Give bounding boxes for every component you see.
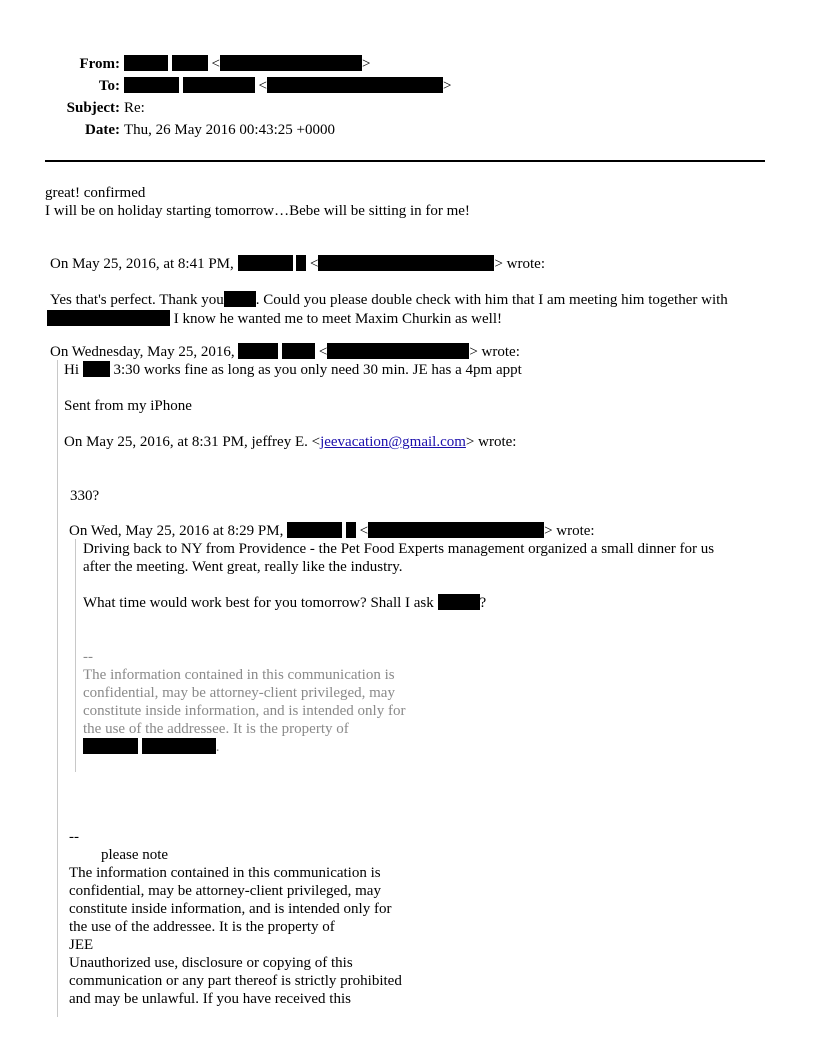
subject-value: Re:: [124, 100, 145, 116]
signature-line: confidential, may be attorney-client privileged, may: [83, 685, 395, 701]
body-line: 330?: [70, 488, 100, 504]
quote-bar: [57, 360, 58, 1017]
redaction: [224, 291, 256, 307]
redaction: [318, 255, 494, 271]
signature-dash: --: [83, 649, 93, 665]
signature-line: .: [83, 738, 220, 756]
signature-line: constitute inside information, and is intended only for: [83, 703, 406, 719]
redaction: [183, 77, 255, 93]
redaction: [296, 255, 306, 271]
quote-attribution: On Wed, May 25, 2016 at 8:29 PM, < > wrote:: [69, 523, 595, 539]
body-line: Sent from my iPhone: [64, 398, 192, 414]
signature-line: The information contained in this communication is: [83, 667, 395, 683]
signature-line: The information contained in this communication is: [69, 865, 381, 881]
body-line: Driving back to NY from Providence - the Pet Food Experts management organized a small dinner for us: [83, 541, 715, 557]
redaction: [47, 310, 170, 326]
from-label: From:: [79, 56, 120, 72]
quote-attribution: On May 25, 2016, at 8:31 PM, jeffrey E. <jeevacation@gmail.com> wrote:: [64, 434, 517, 450]
redaction: [287, 522, 342, 538]
from-value: < >: [124, 55, 370, 73]
signature-line: confidential, may be attorney-client privileged, may: [69, 883, 381, 899]
redaction: [83, 738, 138, 754]
body-line: after the meeting. Went great, really like the industry.: [83, 559, 403, 575]
to-value: < >: [124, 77, 451, 95]
redaction: [346, 522, 356, 538]
redaction: [438, 594, 480, 610]
signature-line: JEE: [69, 937, 94, 953]
redaction: [238, 343, 278, 359]
redaction: [124, 55, 168, 71]
signature-line: constitute inside information, and is intended only for: [69, 901, 392, 917]
body-line: I know he wanted me to meet Maxim Churkin as well!: [47, 310, 502, 328]
date-value: Thu, 26 May 2016 00:43:25 +0000: [124, 122, 335, 138]
quote-attribution: On Wednesday, May 25, 2016, < > wrote:: [50, 344, 520, 360]
body-line: Yes that's perfect. Thank you . Could you please double check with him that I am meeting him together with: [50, 292, 728, 308]
signature-line: communication or any part thereof is strictly prohibited: [69, 973, 402, 989]
redaction: [124, 77, 179, 93]
to-label: To:: [98, 78, 120, 94]
signature-line: the use of the addressee. It is the property of: [69, 919, 335, 935]
quote-bar: [75, 539, 76, 772]
quote-attribution: On May 25, 2016, at 8:41 PM, < > wrote:: [50, 256, 545, 272]
signature-dash: --: [69, 829, 79, 845]
redaction: [142, 738, 216, 754]
email-link[interactable]: jeevacation@gmail.com: [320, 434, 466, 450]
redaction: [327, 343, 469, 359]
redaction: [267, 77, 443, 93]
subject-label: Subject:: [66, 100, 120, 116]
header-divider: [45, 160, 765, 162]
redaction: [238, 255, 293, 271]
redaction: [282, 343, 315, 359]
redaction: [172, 55, 208, 71]
redaction: [220, 55, 362, 71]
body-line: Hi 3:30 works fine as long as you only need 30 min. JE has a 4pm appt: [64, 362, 522, 378]
signature-line: Unauthorized use, disclosure or copying of this: [69, 955, 353, 971]
body-line: I will be on holiday starting tomorrow…Bebe will be sitting in for me!: [45, 203, 470, 219]
redaction: [368, 522, 544, 538]
signature-note: please note: [101, 847, 169, 863]
signature-line: the use of the addressee. It is the property of: [83, 721, 349, 737]
signature-line: and may be unlawful. If you have received this: [69, 991, 351, 1007]
body-line: What time would work best for you tomorrow? Shall I ask ?: [83, 595, 487, 611]
body-line: great! confirmed: [45, 185, 146, 201]
date-label: Date:: [85, 122, 120, 138]
redaction: [83, 361, 110, 377]
